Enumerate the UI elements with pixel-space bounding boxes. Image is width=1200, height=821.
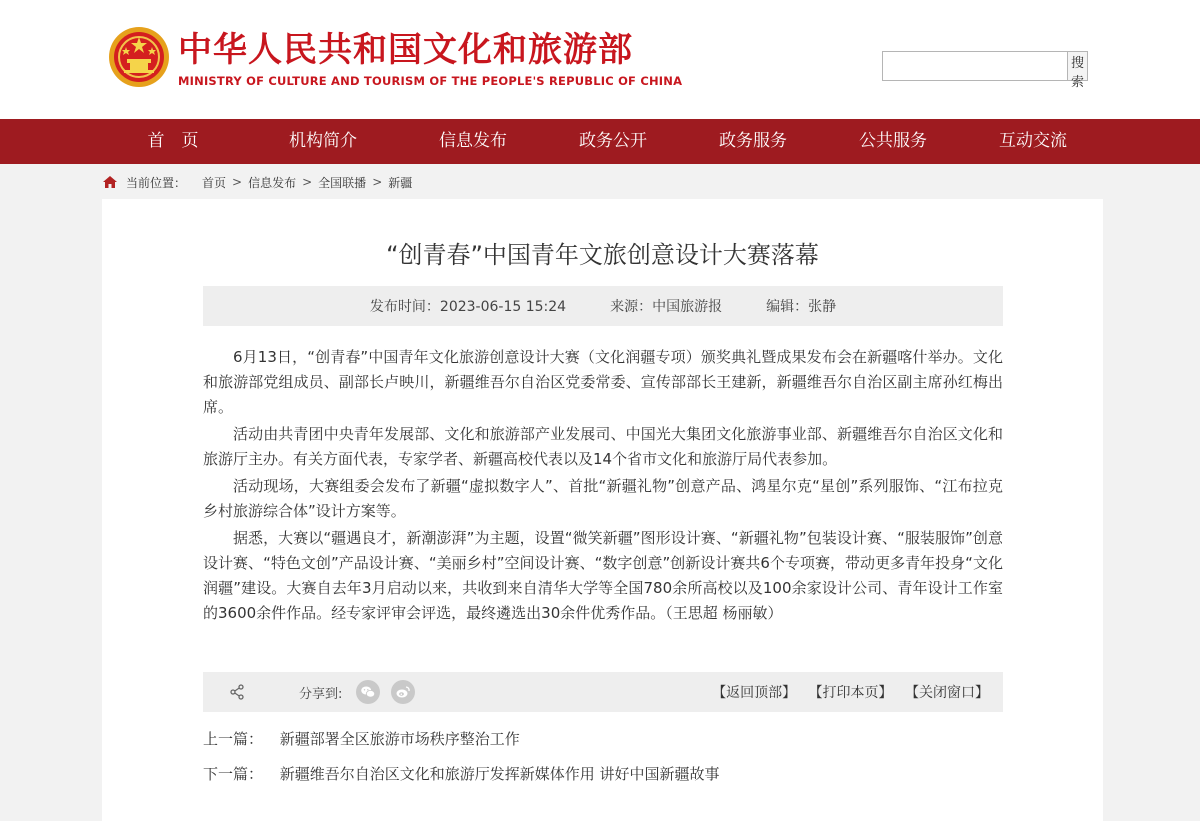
nav-item-interaction[interactable]: 互动交流 bbox=[999, 131, 1067, 151]
breadcrumb-label: 当前位置： bbox=[126, 175, 187, 190]
search-input[interactable] bbox=[883, 52, 1067, 80]
nav-item-government-services[interactable]: 政务服务 bbox=[719, 131, 787, 151]
national-emblem-icon[interactable] bbox=[108, 26, 170, 88]
article-paragraph: 活动现场，大赛组委会发布了新疆“虚拟数字人”、首批“新疆礼物”创意产品、鸿星尔克“星创”系列服饰、“江布拉克乡村旅游综合体”设计方案等。 bbox=[203, 477, 1003, 520]
weibo-share-button[interactable] bbox=[391, 680, 415, 704]
next-article-label: 下一篇： bbox=[203, 765, 264, 783]
article-paragraph: 据悉，大赛以“疆遇良才，新潮澎湃”为主题，设置“微笑新疆”图形设计赛、“新疆礼物”包装设计赛、“服装服饰”创意设计赛、“特色文创”产品设计赛、“美丽乡村”空间设计赛、“数字创意”创新设计赛共6个专项赛，带动更多青年投身“文化润疆”建设。大赛自去年3月启动以来，共收到来自清华大学等全国780余所高校以及100余家设计公司、青年设计工作室的3600余件作品。经专家评审会评选，最终遴选出30余件优秀作品。（王思超 杨丽敏） bbox=[203, 529, 1003, 622]
article-body bbox=[203, 345, 1003, 628]
share-bar bbox=[203, 672, 1003, 712]
breadcrumb-separator: > bbox=[232, 175, 243, 189]
breadcrumb-item-national[interactable]: 全国联播 bbox=[318, 175, 367, 190]
print-page-link[interactable]: 【打印本页】 bbox=[808, 685, 893, 701]
breadcrumb-separator: > bbox=[302, 175, 313, 189]
site-title-cn[interactable]: 中华人民共和国文化和旅游部 bbox=[178, 30, 633, 70]
breadcrumb-item-xinjiang[interactable]: 新疆 bbox=[388, 175, 413, 190]
prev-article bbox=[203, 728, 1003, 749]
breadcrumb-item-home[interactable]: 首页 bbox=[202, 175, 227, 190]
close-window-link[interactable]: 【关闭窗口】 bbox=[905, 685, 989, 701]
prev-article-label: 上一篇： bbox=[203, 730, 264, 748]
search-box bbox=[882, 51, 1088, 90]
share-label: 分享到: bbox=[299, 687, 343, 702]
breadcrumb-separator: > bbox=[372, 175, 383, 189]
article-meta bbox=[203, 286, 1003, 326]
wechat-icon bbox=[360, 684, 376, 700]
wechat-share-button[interactable] bbox=[356, 680, 380, 704]
breadcrumb-item-news[interactable]: 信息发布 bbox=[248, 175, 297, 190]
site-header bbox=[0, 0, 1200, 119]
article-source: 来源：中国旅游报 bbox=[610, 299, 723, 315]
article-container bbox=[102, 199, 1103, 821]
article-paragraph: 活动由共青团中央青年发展部、文化和旅游部产业发展司、中国光大集团文化旅游事业部、新疆维吾尔自治区文化和旅游厅主办。有关方面代表，专家学者、新疆高校代表以及14个省市文化和旅游厅局代表参加。 bbox=[203, 425, 1003, 468]
publish-time: 发布时间：2023-06-15 15:24 bbox=[369, 299, 567, 315]
nav-item-news[interactable]: 信息发布 bbox=[439, 131, 507, 151]
back-to-top-link[interactable]: 【返回顶部】 bbox=[712, 685, 797, 701]
next-article-link[interactable]: 新疆维吾尔自治区文化和旅游厅发挥新媒体作用 讲好中国新疆故事 bbox=[279, 765, 720, 783]
weibo-icon bbox=[395, 684, 411, 700]
nav-item-government-affairs[interactable]: 政务公开 bbox=[579, 131, 647, 151]
article-editor: 编辑：张静 bbox=[766, 299, 837, 315]
home-icon bbox=[102, 174, 118, 190]
main-nav bbox=[0, 119, 1200, 164]
site-title-en[interactable]: MINISTRY OF CULTURE AND TOURISM OF THE PEOPLE'S REPUBLIC OF CHINA bbox=[178, 74, 683, 88]
share-icon[interactable] bbox=[229, 684, 245, 700]
prev-article-link[interactable]: 新疆部署全区旅游市场秩序整治工作 bbox=[279, 730, 520, 748]
next-article bbox=[203, 763, 1003, 784]
breadcrumb bbox=[102, 173, 412, 191]
article-paragraph: 6月13日，“创青春”中国青年文化旅游创意设计大赛（文化润疆专项）颁奖典礼暨成果发布会在新疆喀什举办。文化和旅游部党组成员、副部长卢映川，新疆维吾尔自治区党委常委、宣传部部长王建新，新疆维吾尔自治区副主席孙红梅出席。 bbox=[203, 348, 1003, 416]
nav-item-public-services[interactable]: 公共服务 bbox=[859, 131, 927, 151]
nav-item-about[interactable]: 机构简介 bbox=[289, 131, 357, 151]
article-title: “创青春”中国青年文旅创意设计大赛落幕 bbox=[386, 241, 819, 269]
search-button[interactable]: 搜索 bbox=[1067, 52, 1087, 80]
nav-item-home[interactable]: 首 页 bbox=[147, 131, 199, 151]
page-actions bbox=[704, 682, 989, 702]
